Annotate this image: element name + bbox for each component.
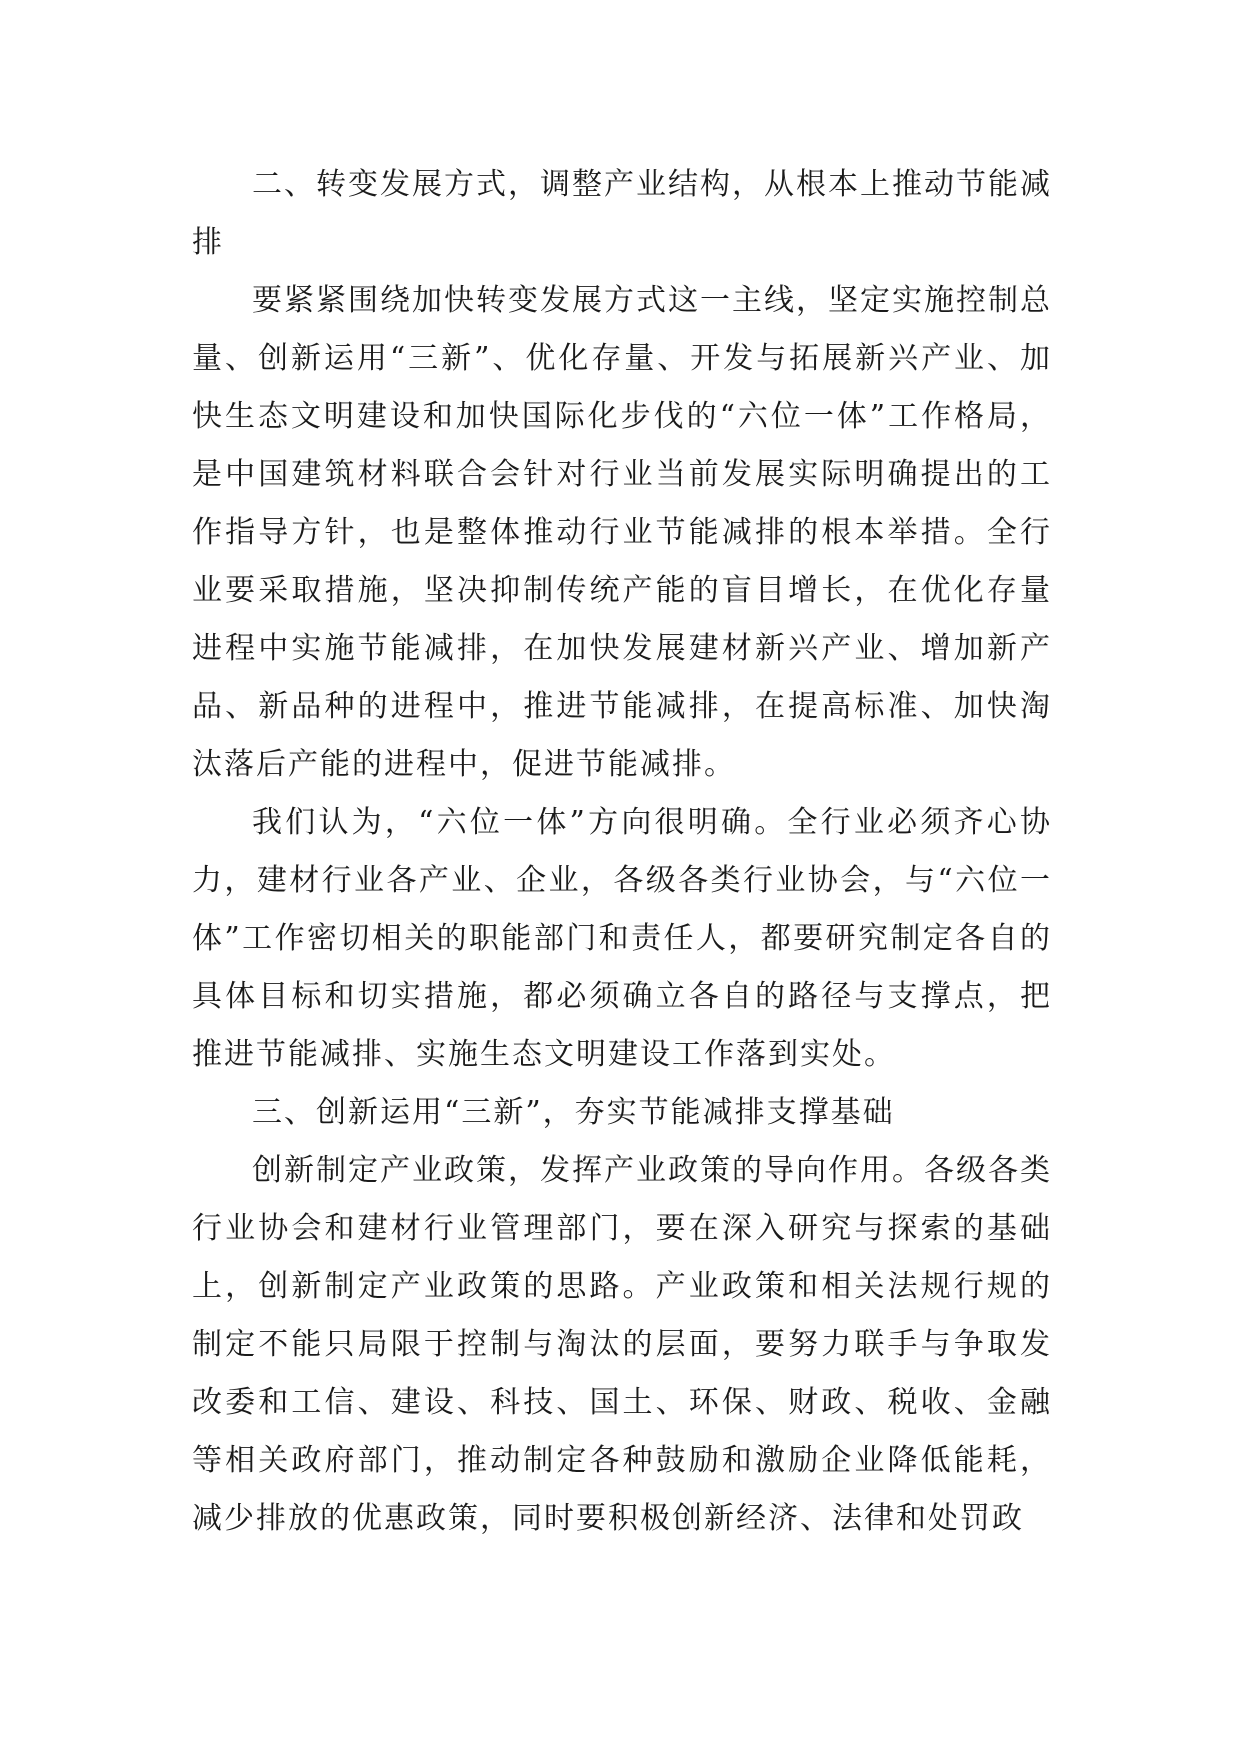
section-heading-3: 三、创新运用“三新”，夯实节能减排支撑基础	[252, 1095, 895, 1130]
body-paragraph: 要紧紧围绕加快转变发展方式这一主线，坚定实施控制总量、创新运用“三新”、优化存量、开发与拓展新兴产业、加快生态文明建设和加快国际化步伐的“六位一体”工作格局，是中国建筑材料联合会针对行业当前发展实际明确提出的工作指导方针，也是整体推动行业节能减排的根本举措。全行业要采取措施，坚决抑制传统产能的盲目增长，在优化存量进程中实施节能减排，在加快发展建材新兴产业、增加新产品、新品种的进程中，推进节能减排，在提高标准、加快淘汰落后产能的进程中，促进节能减排。	[192, 283, 1052, 782]
body-paragraph: 我们认为，“六位一体”方向很明确。全行业必须齐心协力，建材行业各产业、企业，各级各类行业协会，与“六位一体”工作密切相关的职能部门和责任人，都要研究制定各自的具体目标和切实措施，都必须确立各自的路径与支撑点，把推进节能减排、实施生态文明建设工作落到实处。	[192, 805, 1052, 1072]
body-paragraph: 创新制定产业政策，发挥产业政策的导向作用。各级各类行业协会和建材行业管理部门，要在深入研究与探索的基础上，创新制定产业政策的思路。产业政策和相关法规行规的制定不能只局限于控制与淘汰的层面，要努力联手与争取发改委和工信、建设、科技、国土、环保、财政、税收、金融等相关政府部门，推动制定各种鼓励和激励企业降低能耗，减少排放的优惠政策，同时要积极创新经济、法律和处罚政	[192, 1153, 1052, 1536]
document-body	[192, 156, 1052, 1548]
section-heading-2: 二、转变发展方式，调整产业结构，从根本上推动节能减排	[192, 167, 1052, 260]
